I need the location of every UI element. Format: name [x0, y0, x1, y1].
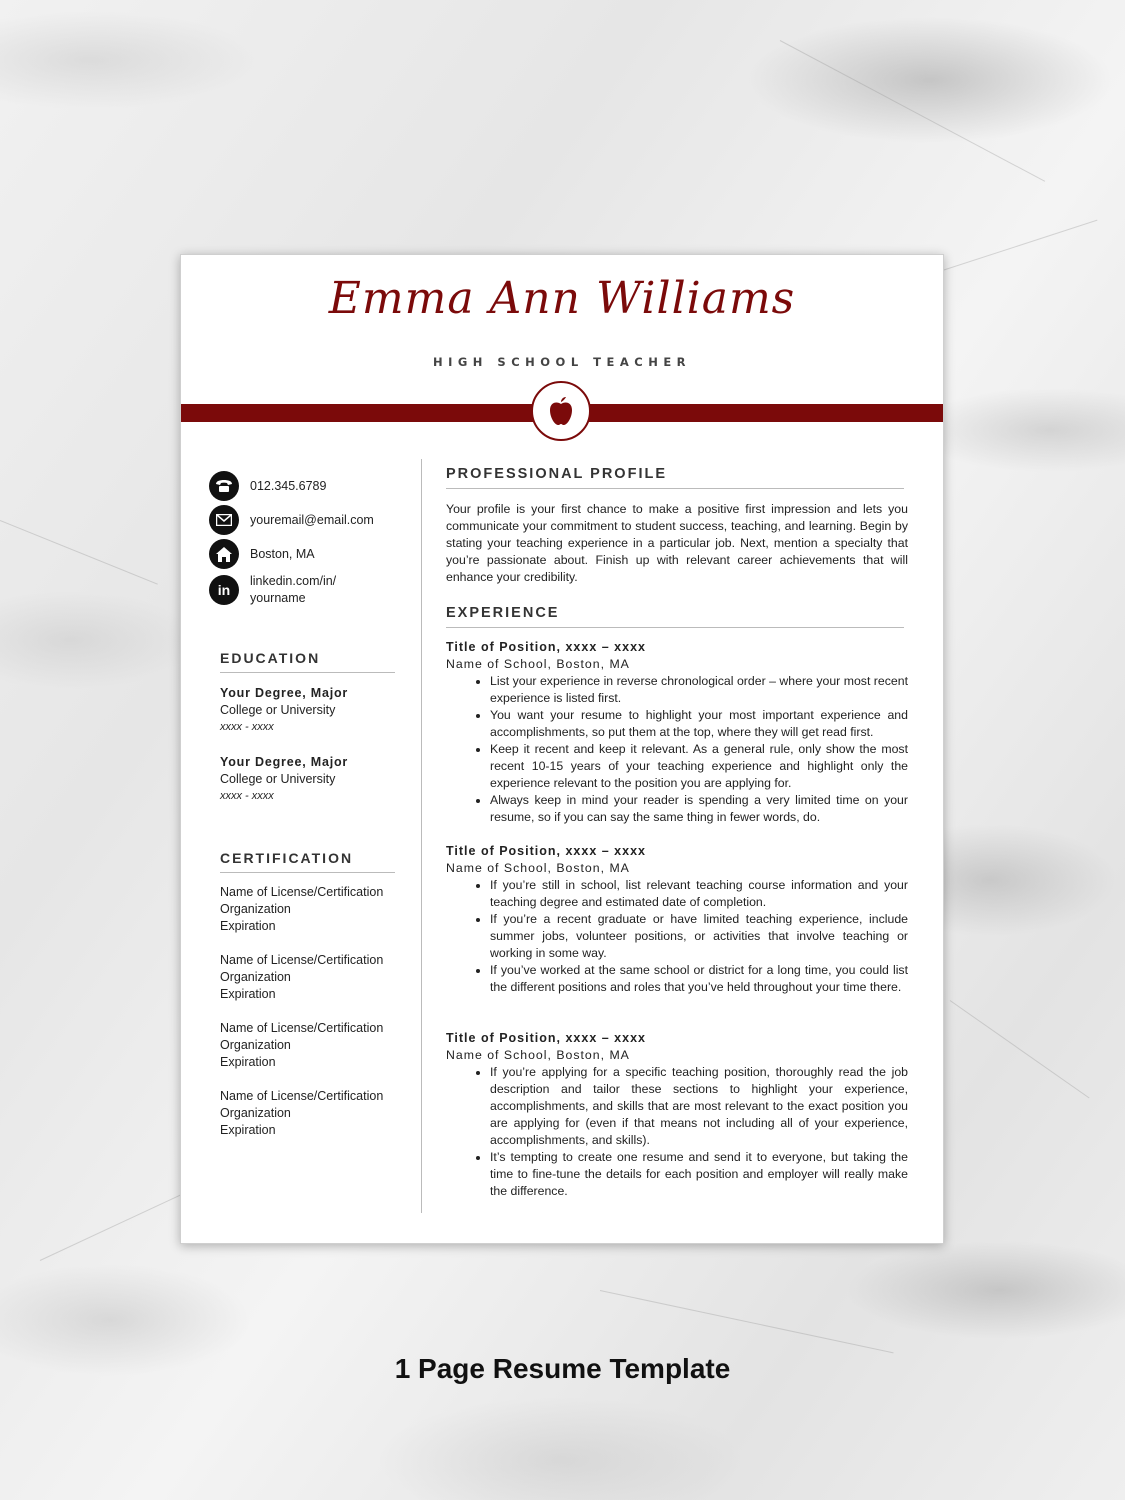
certification-name: Name of License/Certification: [220, 953, 384, 967]
certification-expiration: Expiration: [220, 1123, 276, 1137]
certification-expiration: Expiration: [220, 919, 276, 933]
certification-org: Organization: [220, 1038, 291, 1052]
job-bullet: • It’s tempting to create one resume and send it to everyone, but taking the time to fine-tune the details for each position and employer will really make the difference.: [490, 1149, 908, 1200]
job-bullet: • If you’re a recent graduate or have limited teaching experience, include summer jobs, volunteer positions, or activities that involve teaching or working in some way.: [490, 911, 908, 962]
caption: 1 Page Resume Template: [394, 1353, 731, 1384]
contact-location-text: Boston, MA: [250, 546, 315, 561]
phone-icon: [209, 471, 239, 501]
contact-phone: [209, 471, 380, 501]
contact-linkedin: [209, 573, 360, 607]
job-position: Title of Position, xxxx – xxxx: [446, 844, 646, 858]
contact-email-text: youremail@email.com: [250, 512, 374, 527]
experience-job: [446, 1030, 908, 1200]
certification-item: [220, 1020, 400, 1071]
job-bullet: • If you’re still in school, list relevant teaching course information and your teaching degree and estimated date of completion.: [490, 877, 908, 911]
education-heading: EDUCATION: [220, 650, 395, 673]
job-position: Title of Position, xxxx – xxxx: [446, 640, 646, 654]
apple-icon: [547, 396, 575, 426]
education-item: [220, 754, 400, 805]
experience-job: [446, 639, 908, 826]
job-position: Title of Position, xxxx – xxxx: [446, 1031, 646, 1045]
certification-item: [220, 1088, 400, 1139]
profile-text: Your profile is your first chance to make a positive first impression and lets you communicate your commitment to student success, teaching, and learning. Begin by stating your teaching experience in a particular job. Next, mention a specialty that you’re passionate about. Finish up with relevant career achievements that will enhance your credibility.: [446, 502, 908, 584]
contact-linkedin-text: linkedin.com/in/ yourname: [250, 574, 337, 605]
job-bullets: [446, 877, 908, 996]
education-degree: Your Degree, Major: [220, 686, 349, 700]
job-bullets: [446, 1064, 908, 1200]
job-bullet: • Always keep in mind your reader is spending a very limited time on your resume, so if you can say the same thing in fewer words, do.: [490, 792, 908, 826]
certification-name: Name of License/Certification: [220, 1021, 384, 1035]
linkedin-icon: in: [209, 575, 239, 605]
home-icon: [209, 539, 239, 569]
resume-page: [180, 254, 944, 1244]
envelope-icon: [209, 505, 239, 535]
certification-org: Organization: [220, 1106, 291, 1120]
job-bullet: • If you’ve worked at the same school or district for a long time, you could list the different positions and roles that you’ve held throughout your time there.: [490, 962, 908, 996]
education-school: College or University: [220, 772, 336, 786]
education-dates: xxxx - xxxx: [220, 721, 274, 733]
job-bullet: • If you’re applying for a specific teaching position, thoroughly read the job description and tailor these sections to highlight your experience, accomplishments, and skills that are most relevant to the exact position you are applying for (even if that means not including all of your experience, accomplishments, and skills).: [490, 1064, 908, 1149]
certification-expiration: Expiration: [220, 987, 276, 1001]
certification-expiration: Expiration: [220, 1055, 276, 1069]
certification-item: [220, 952, 400, 1003]
certification-heading: CERTIFICATION: [220, 850, 395, 873]
education-school: College or University: [220, 703, 336, 717]
job-bullet: • Keep it recent and keep it relevant. As a general rule, only show the most recent 10-15 years of your teaching experience and highlight only the experience relevant to the position you are applying for.: [490, 741, 908, 792]
resume-name: Emma Ann Williams: [328, 273, 796, 324]
certification-org: Organization: [220, 902, 291, 916]
certification-org: Organization: [220, 970, 291, 984]
resume-job-title: HIGH SCHOOL TEACHER: [432, 355, 692, 369]
job-bullets: [446, 673, 908, 826]
column-divider: [421, 459, 422, 1213]
contact-phone-text: 012.345.6789: [250, 478, 327, 493]
certification-item: [220, 884, 400, 935]
education-dates: xxxx - xxxx: [220, 790, 274, 802]
education-degree: Your Degree, Major: [220, 755, 349, 769]
experience-heading: EXPERIENCE: [446, 605, 904, 628]
experience-job: [446, 843, 908, 996]
job-school: Name of School, Boston, MA: [446, 861, 630, 875]
contact-email: [209, 505, 380, 535]
certification-name: Name of License/Certification: [220, 1089, 384, 1103]
job-school: Name of School, Boston, MA: [446, 657, 630, 671]
profile-heading: PROFESSIONAL PROFILE: [446, 466, 904, 489]
certification-name: Name of License/Certification: [220, 885, 384, 899]
contact-location: [209, 539, 380, 569]
job-bullet: • List your experience in reverse chronological order – where your most recent experience is listed first.: [490, 673, 908, 707]
apple-badge: [531, 381, 591, 441]
job-school: Name of School, Boston, MA: [446, 1048, 630, 1062]
education-item: [220, 685, 400, 736]
job-bullet: • You want your resume to highlight your most important experience and accomplishments, so put them at the top, where they will get read first.: [490, 707, 908, 741]
